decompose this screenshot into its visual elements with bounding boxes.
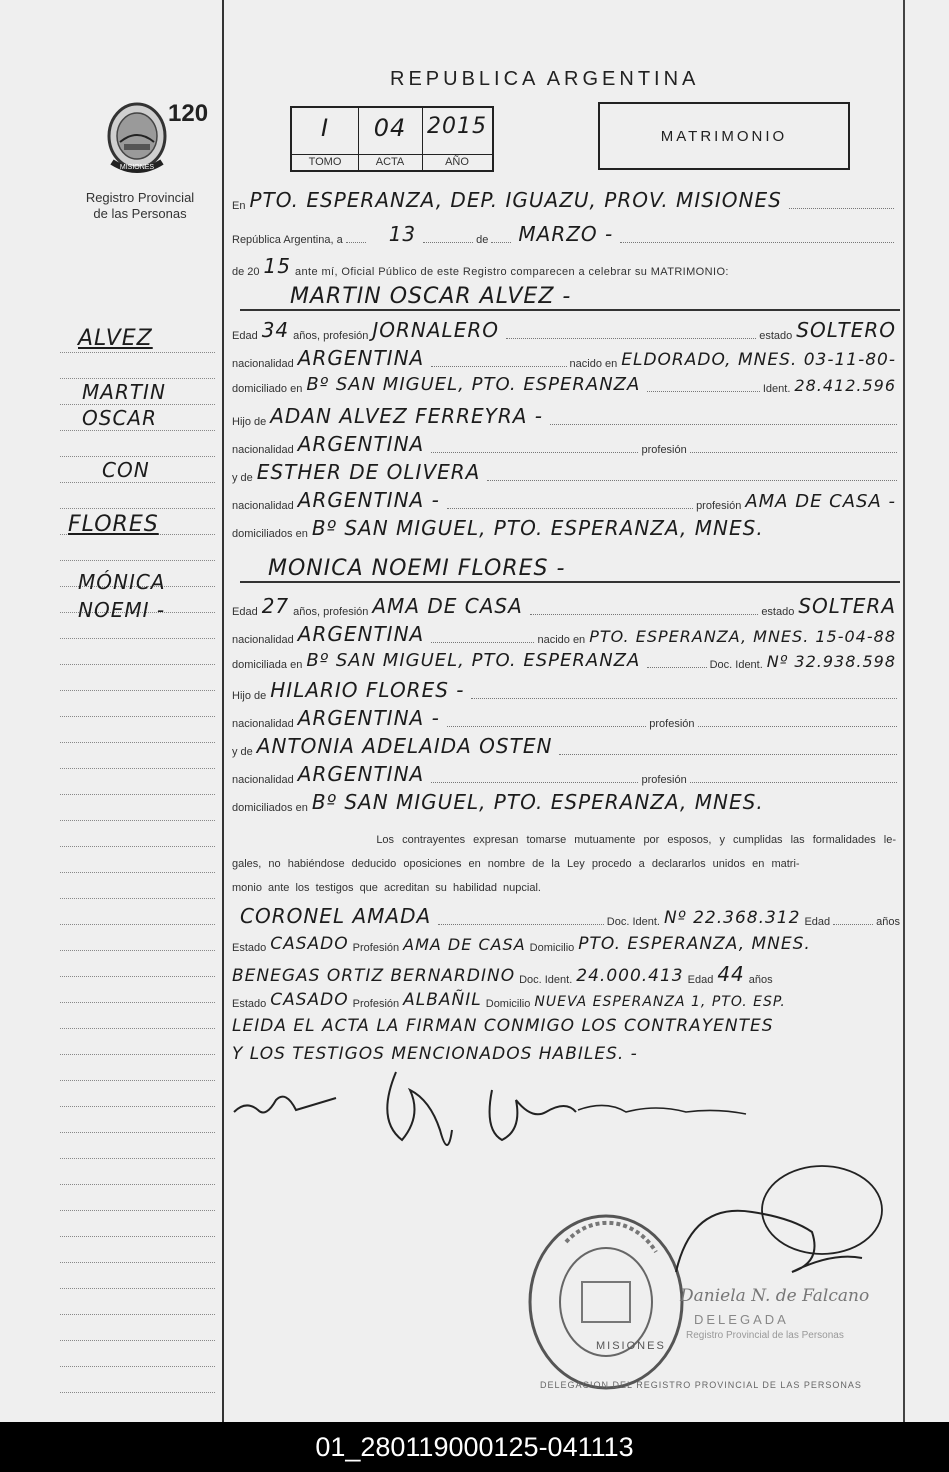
spouse1-address-line: domiciliado en Bº SAN MIGUEL, PTO. ESPERANZA Ident. 28.412.596 <box>232 374 896 395</box>
spouse2-nationality: ARGENTINA <box>297 622 425 646</box>
spouse2-profession: AMA DE CASA <box>372 594 523 618</box>
seal-bottom-text: MISIONES <box>596 1340 666 1352</box>
office-line-2: de las Personas <box>93 206 187 221</box>
witness2-address: NUEVA ESPERANZA 1, PTO. ESP. <box>534 994 786 1010</box>
anio-label: AÑO <box>445 156 469 168</box>
tomo-value: I <box>320 114 330 142</box>
declaration-line-1: Los contrayentes expresan tomarse mutuamente por esposos, y cumplidas las formalidades le- <box>376 834 896 846</box>
spouse2-mother-nat-line: nacionalidad ARGENTINA profesión <box>232 762 900 786</box>
margin-given-2a: MÓNICA <box>78 570 166 594</box>
act-type-box: MATRIMONIO <box>598 102 850 170</box>
registrar-name: Daniela N. de Falcano <box>680 1286 870 1306</box>
registrar-office: Registro Provincial de las Personas <box>686 1330 844 1341</box>
act-number-box <box>290 106 494 172</box>
footer-bar <box>0 1422 949 1472</box>
spouse2-parents-address: Bº SAN MIGUEL, PTO. ESPERANZA, MNES. <box>311 790 764 814</box>
spouse1-parents-address: Bº SAN MIGUEL, PTO. ESPERANZA, MNES. <box>311 516 764 540</box>
witness1-doc: Nº 22.368.312 <box>663 908 801 928</box>
spouse2-name-line <box>240 556 900 583</box>
margin-surname-2: FLORES <box>68 512 159 537</box>
witness1-address: PTO. ESPERANZA, MNES. <box>578 934 811 954</box>
year-line: de 20 15 ante mí, Oficial Público de este Registro comparecen a celebrar su MATRIMONIO: <box>232 254 729 278</box>
office-name <box>60 190 220 222</box>
margin-divider <box>222 0 224 1422</box>
spouse2-status: SOLTERA <box>798 594 896 618</box>
statement-text: ante mí, Oficial Público de este Registro comparecen a celebrar su MATRIMONIO: <box>294 266 729 278</box>
spouse2-father-line: Hijo de HILARIO FLORES - <box>232 678 900 702</box>
spouse2-mother-line: y de ANTONIA ADELAIDA OSTEN <box>232 734 900 758</box>
spouse2-parents-address-line: domiciliados en Bº SAN MIGUEL, PTO. ESPERANZA, MNES. <box>232 790 764 814</box>
place-line: En PTO. ESPERANZA, DEP. IGUAZU, PROV. MISIONES <box>232 188 897 212</box>
right-border <box>903 0 905 1422</box>
spouse1-mother-nationality: ARGENTINA - <box>297 488 440 512</box>
place-value: PTO. ESPERANZA, DEP. IGUAZU, PROV. MISIONES <box>249 188 782 212</box>
date-line: República Argentina, a 13 de MARZO - <box>232 222 897 246</box>
spouse1-address: Bº SAN MIGUEL, PTO. ESPERANZA <box>306 374 641 395</box>
registrar-signature <box>672 1162 892 1292</box>
spouse1-mother-profession: AMA DE CASA - <box>745 491 896 512</box>
tomo-label: TOMO <box>308 156 342 168</box>
signatures-block <box>226 1060 786 1170</box>
year-value: 15 <box>263 254 291 278</box>
acta-label: ACTA <box>375 156 405 168</box>
acta-value: 04 <box>373 114 407 142</box>
spouse1-name: MARTIN OSCAR ALVEZ - <box>290 284 572 309</box>
spouse2-birthplace: PTO. ESPERANZA, MNES. 15-04-88 <box>589 627 896 646</box>
month-value: MARZO - <box>518 222 614 246</box>
left-margin-column <box>0 0 222 1422</box>
spouse1-birthplace: ELDORADO, MNES. 03-11-80- <box>621 350 896 370</box>
spouse1-parents-address-line: domiciliados en Bº SAN MIGUEL, PTO. ESPERANZA, MNES. <box>232 516 764 540</box>
spouse2-address-line: domiciliada en Bº SAN MIGUEL, PTO. ESPERANZA Doc. Ident. Nº 32.938.598 <box>232 650 896 671</box>
spouse2-ident: Nº 32.938.598 <box>766 652 896 671</box>
witness1-name: CORONEL AMADA <box>240 904 432 928</box>
footer-code: 01_280119000125-041113 <box>315 1431 634 1462</box>
seal-outer-text: DELEGACION DEL REGISTRO PROVINCIAL DE LAS PERSONAS <box>540 1380 862 1390</box>
spouse2-address: Bº SAN MIGUEL, PTO. ESPERANZA <box>306 650 641 671</box>
declaration-line-3: monio ante los testigos que acreditan su habilidad nupcial. <box>232 882 541 894</box>
spouse2-name: MONICA NOEMI FLORES - <box>268 556 566 581</box>
witness1-status: CASADO <box>270 934 349 954</box>
registrar-role: DELEGADA <box>694 1312 789 1327</box>
spouse2-mother-nationality: ARGENTINA <box>297 762 425 786</box>
margin-given-1b: OSCAR <box>82 406 157 430</box>
spouse1-father-line: Hijo de ADAN ALVEZ FERREYRA - <box>232 404 900 428</box>
office-line-1: Registro Provincial <box>85 190 195 205</box>
spouse1-father-nationality: ARGENTINA <box>297 432 425 456</box>
witness2-doc: 24.000.413 <box>576 966 684 986</box>
margin-connector: CON <box>102 458 150 482</box>
spouse1-name-line <box>240 284 900 311</box>
spouse2-father: HILARIO FLORES - <box>270 678 465 702</box>
witness2-detail-line: Estado CASADO Profesión ALBAÑIL Domicilio NUEVA ESPERANZA 1, PTO. ESP. <box>232 990 786 1010</box>
margin-given-1a: MARTIN <box>82 380 166 404</box>
witness1-profession: AMA DE CASA <box>403 935 526 954</box>
closing-line-1: LEIDA EL ACTA LA FIRMAN CONMIGO LOS CONTRAYENTES <box>232 1016 774 1036</box>
spouse1-nationality: ARGENTINA <box>297 346 425 370</box>
spouse2-father-nationality: ARGENTINA - <box>297 706 440 730</box>
page-number: 120 <box>168 100 209 127</box>
spouse2-nat-line: nacionalidad ARGENTINA nacido en PTO. ESPERANZA, MNES. 15-04-88 <box>232 622 896 646</box>
witness1-detail-line: Estado CASADO Profesión AMA DE CASA Domicilio PTO. ESPERANZA, MNES. <box>232 934 811 954</box>
spouse1-ident: 28.412.596 <box>794 376 896 395</box>
spouse1-mother-nat-line: nacionalidad ARGENTINA - profesión AMA DE CASA - <box>232 488 896 512</box>
spouse2-father-nat-line: nacionalidad ARGENTINA - profesión <box>232 706 900 730</box>
witness2-profession: ALBAÑIL <box>403 990 482 1010</box>
margin-surname-1: ALVEZ <box>78 326 153 351</box>
spouse1-father-nat-line: nacionalidad ARGENTINA profesión <box>232 432 900 456</box>
spouse1-age: 34 <box>261 318 290 342</box>
delegation-seal-icon <box>526 1212 686 1392</box>
country-title: REPUBLICA ARGENTINA <box>390 68 700 90</box>
provincial-seal-icon <box>104 98 170 178</box>
closing-line-2: Y LOS TESTIGOS MENCIONADOS HABILES. - <box>232 1044 638 1064</box>
day-value: 13 <box>388 222 417 246</box>
spouse1-mother-line: y de ESTHER DE OLIVERA <box>232 460 900 484</box>
witness2-name-line: BENEGAS ORTIZ BERNARDINO Doc. Ident. 24.000.413 Edad 44 años <box>232 962 773 986</box>
spouse1-mother: ESTHER DE OLIVERA <box>256 460 481 484</box>
spouse1-age-line: Edad 34 años, profesión JORNALERO estado SOLTERO <box>232 318 896 342</box>
witness2-name: BENEGAS ORTIZ BERNARDINO <box>232 966 516 986</box>
spouse2-age-line: Edad 27 años, profesión AMA DE CASA estado SOLTERA <box>232 594 896 618</box>
spouse1-status: SOLTERO <box>796 318 896 342</box>
spouse2-mother: ANTONIA ADELAIDA OSTEN <box>256 734 553 758</box>
witness1-name-line: CORONEL AMADA Doc. Ident. Nº 22.368.312 Edad años <box>240 904 900 928</box>
margin-given-2b: NOEMI - <box>78 598 166 622</box>
spouse2-age: 27 <box>261 594 290 618</box>
seal-text: MISIONES <box>119 164 155 171</box>
spouse1-father: ADAN ALVEZ FERREYRA - <box>270 404 544 428</box>
witness2-status: CASADO <box>270 990 349 1010</box>
anio-value: 2015 <box>427 114 487 139</box>
spouse1-nat-line: nacionalidad ARGENTINA nacido en ELDORADO, MNES. 03-11-80- <box>232 346 896 370</box>
witness2-age: 44 <box>717 962 745 986</box>
spouse1-profession: JORNALERO <box>372 318 499 342</box>
declaration-line-2: gales, no habiéndose deducido oposiciones en nombre de la Ley procedo a declararlos unidos en matri- <box>232 858 800 870</box>
